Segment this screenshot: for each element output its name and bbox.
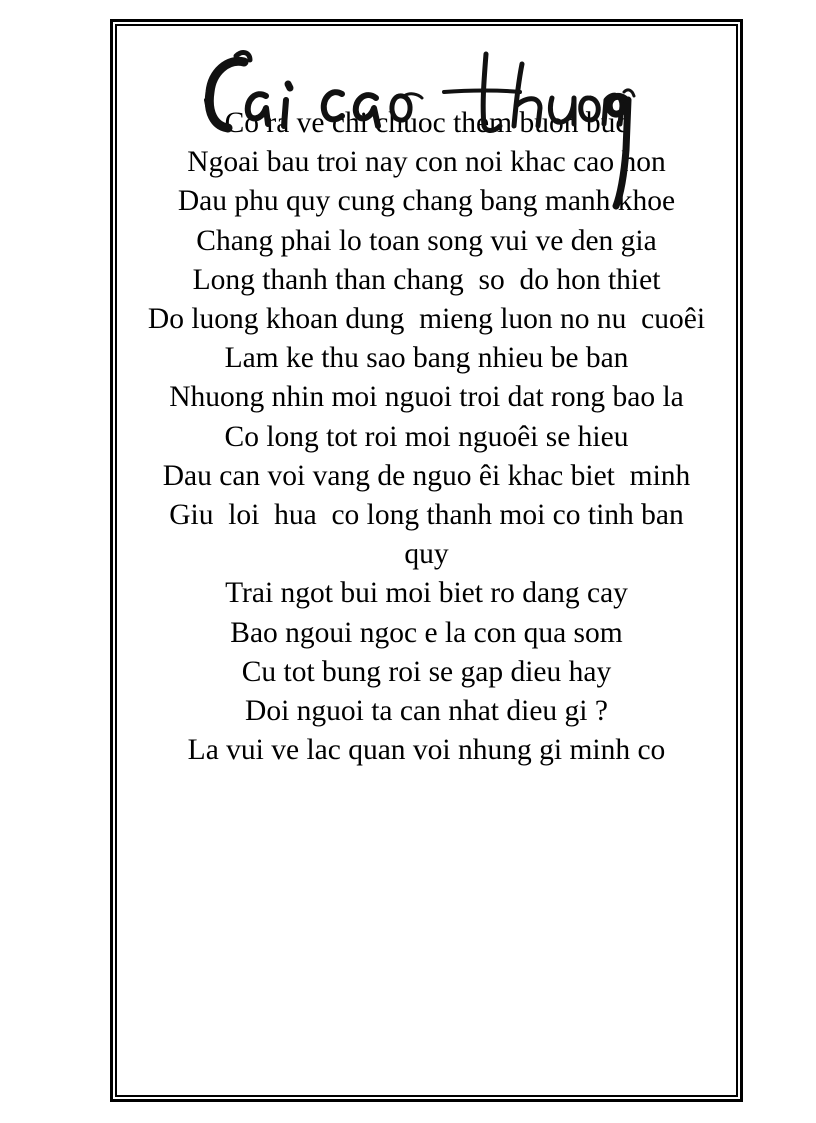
poem-line: Co long tot roi moi nguoêi se hieu [224, 420, 629, 453]
poem-body [118, 104, 735, 770]
poem-line: Bao ngoui ngoc e la con qua som [230, 616, 623, 649]
poem-line: Cu tot bung roi se gap dieu hay [241, 655, 612, 688]
poem-line: Dau phu quy cung chang bang manh khoe [177, 185, 676, 218]
poem-line: Trai ngot bui moi biet ro dang cay [225, 577, 628, 610]
poem-line: Lam ke thu sao bang nhieu be ban [224, 342, 629, 375]
poem-line: La vui ve lac quan voi nhung gi minh co [187, 734, 666, 767]
poem-line: Long thanh than chang so do hon thiet [192, 263, 661, 296]
poem-line: quy [404, 538, 449, 571]
poem-line: Nhuong nhin moi nguoi troi dat rong bao la [169, 381, 684, 414]
poem-line: Ngoai bau troi nay con noi khac cao hon [187, 146, 666, 179]
poem-line: Doi nguoi ta can nhat dieu gi ? [245, 695, 608, 728]
poem-line: Giu loi hua co long thanh moi co tinh ban [169, 499, 684, 532]
poem-line: Co ra ve chi chuoc them buon buc [224, 107, 629, 139]
poem-line: Dau can voi vang de nguo êi khac biet minh [162, 459, 691, 492]
poem-line: Do luong khoan dung mieng luon no nu cuoêi [147, 303, 706, 336]
poem-line: Chang phai lo toan song vui ve den gia [196, 224, 657, 257]
